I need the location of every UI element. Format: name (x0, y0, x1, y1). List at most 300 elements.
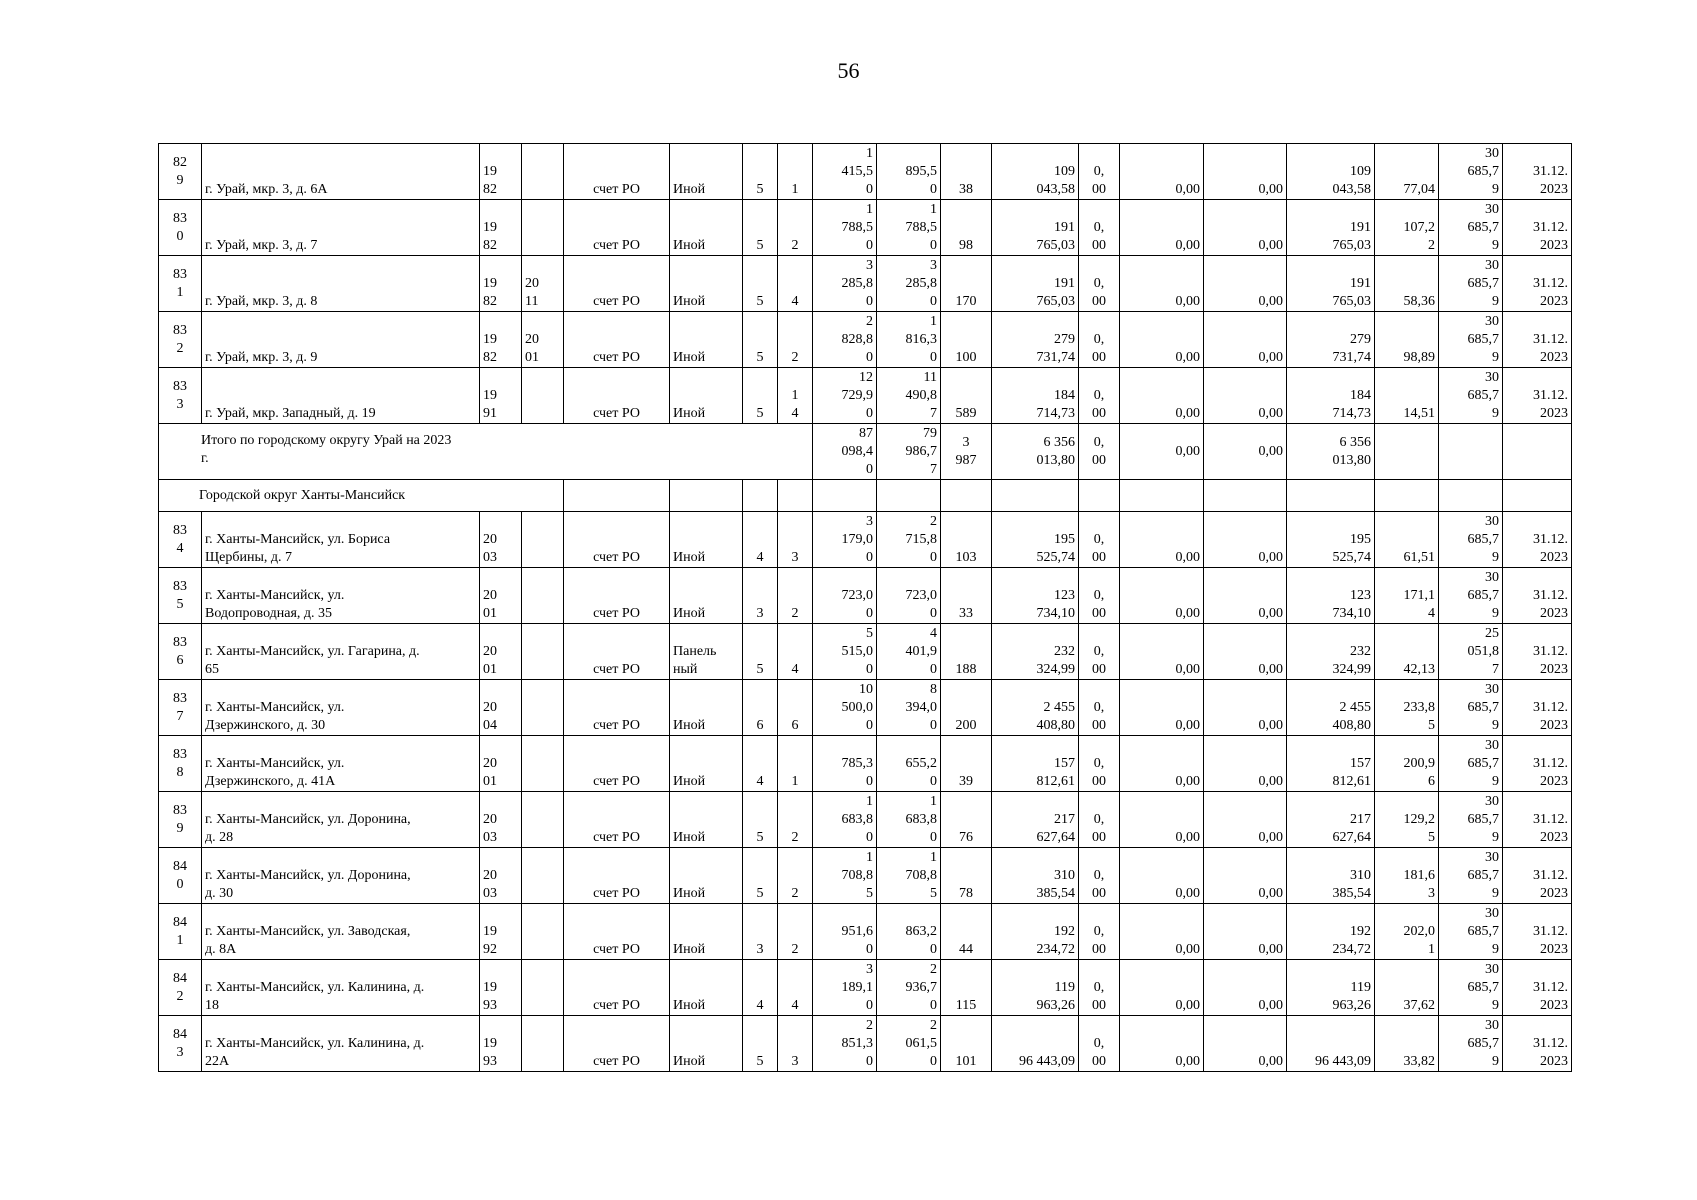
residents: 78 (941, 848, 992, 904)
area-total: 951,6 0 (813, 904, 877, 960)
cost-fund: 0, 00 (1079, 848, 1120, 904)
renovation-year (522, 960, 564, 1016)
cost-region: 0,00 (1120, 736, 1204, 792)
cost-limit: 30 685,7 9 (1439, 568, 1503, 624)
area-living: 4 401,9 0 (877, 624, 941, 680)
total-cost-owners: 6 356 013,80 (1287, 424, 1375, 480)
total-area-living: 79 986,7 7 (877, 424, 941, 480)
address: г. Ханты-Мансийск, ул. Заводская, д. 8А (202, 904, 480, 960)
cost-total: 217 627,64 (992, 792, 1079, 848)
entrances: 3 (778, 512, 813, 568)
completion-date: 31.12. 2023 (1503, 256, 1572, 312)
completion-date: 31.12. 2023 (1503, 512, 1572, 568)
area-living: 8 394,0 0 (877, 680, 941, 736)
row-number: 82 9 (159, 144, 202, 200)
cost-municipal: 0,00 (1204, 368, 1287, 424)
fund-method: счет РО (564, 144, 670, 200)
floors: 5 (743, 368, 778, 424)
specific-cost: 200,9 6 (1375, 736, 1439, 792)
wall-material: Иной (670, 200, 743, 256)
wall-material: Иной (670, 568, 743, 624)
area-total: 3 179,0 0 (813, 512, 877, 568)
renovation-year (522, 736, 564, 792)
cost-fund: 0, 00 (1079, 680, 1120, 736)
cost-total: 195 525,74 (992, 512, 1079, 568)
cost-total: 96 443,09 (992, 1016, 1079, 1072)
cost-fund: 0, 00 (1079, 368, 1120, 424)
completion-date: 31.12. 2023 (1503, 1016, 1572, 1072)
section-empty-cell (1503, 480, 1572, 512)
renovation-year (522, 848, 564, 904)
address: г. Ханты-Мансийск, ул. Доронина, д. 28 (202, 792, 480, 848)
build-year: 19 82 (480, 144, 522, 200)
address: г. Ханты-Мансийск, ул. Гагарина, д. 65 (202, 624, 480, 680)
area-total: 1 683,8 0 (813, 792, 877, 848)
build-year: 19 82 (480, 312, 522, 368)
address: г. Урай, мкр. 3, д. 8 (202, 256, 480, 312)
table-row (159, 200, 1572, 256)
total-cost-region: 0,00 (1120, 424, 1204, 480)
cost-fund: 0, 00 (1079, 568, 1120, 624)
cost-region: 0,00 (1120, 144, 1204, 200)
cost-owners: 310 385,54 (1287, 848, 1375, 904)
floors: 4 (743, 736, 778, 792)
renovation-year (522, 368, 564, 424)
cost-limit: 30 685,7 9 (1439, 792, 1503, 848)
completion-date: 31.12. 2023 (1503, 568, 1572, 624)
cost-region: 0,00 (1120, 200, 1204, 256)
entrances: 3 (778, 1016, 813, 1072)
cost-owners: 217 627,64 (1287, 792, 1375, 848)
cost-owners: 279 731,74 (1287, 312, 1375, 368)
fund-method: счет РО (564, 512, 670, 568)
cost-limit: 30 685,7 9 (1439, 368, 1503, 424)
cost-region: 0,00 (1120, 568, 1204, 624)
fund-method: счет РО (564, 568, 670, 624)
floors: 6 (743, 680, 778, 736)
section-empty-cell (1079, 480, 1120, 512)
fund-method: счет РО (564, 1016, 670, 1072)
cost-limit: 30 685,7 9 (1439, 904, 1503, 960)
total-empty-cell (1503, 424, 1572, 480)
build-year: 19 93 (480, 1016, 522, 1072)
cost-total: 191 765,03 (992, 256, 1079, 312)
renovation-year: 20 11 (522, 256, 564, 312)
renovation-year (522, 624, 564, 680)
renovation-year (522, 568, 564, 624)
area-total: 3 189,1 0 (813, 960, 877, 1016)
specific-cost: 61,51 (1375, 512, 1439, 568)
cost-limit: 30 685,7 9 (1439, 960, 1503, 1016)
fund-method: счет РО (564, 624, 670, 680)
completion-date: 31.12. 2023 (1503, 200, 1572, 256)
row-number: 83 0 (159, 200, 202, 256)
completion-date: 31.12. 2023 (1503, 368, 1572, 424)
row-number: 83 8 (159, 736, 202, 792)
floors: 3 (743, 568, 778, 624)
cost-limit: 30 685,7 9 (1439, 848, 1503, 904)
row-number: 84 1 (159, 904, 202, 960)
specific-cost: 233,8 5 (1375, 680, 1439, 736)
renovation-year (522, 904, 564, 960)
cost-owners: 232 324,99 (1287, 624, 1375, 680)
residents: 188 (941, 624, 992, 680)
fund-method: счет РО (564, 960, 670, 1016)
area-total: 5 515,0 0 (813, 624, 877, 680)
renovation-year: 20 01 (522, 312, 564, 368)
wall-material: Иной (670, 960, 743, 1016)
entrances: 1 (778, 144, 813, 200)
fund-method: счет РО (564, 680, 670, 736)
build-year: 19 93 (480, 960, 522, 1016)
cost-limit: 25 051,8 7 (1439, 624, 1503, 680)
address: г. Урай, мкр. 3, д. 7 (202, 200, 480, 256)
completion-date: 31.12. 2023 (1503, 624, 1572, 680)
row-number: 83 5 (159, 568, 202, 624)
cost-region: 0,00 (1120, 904, 1204, 960)
wall-material: Иной (670, 792, 743, 848)
address: г. Ханты-Мансийск, ул. Дзержинского, д. 41А (202, 736, 480, 792)
cost-total: 232 324,99 (992, 624, 1079, 680)
cost-owners: 109 043,58 (1287, 144, 1375, 200)
address: г. Ханты-Мансийск, ул. Дзержинского, д. 30 (202, 680, 480, 736)
completion-date: 31.12. 2023 (1503, 792, 1572, 848)
cost-municipal: 0,00 (1204, 624, 1287, 680)
area-total: 1 415,5 0 (813, 144, 877, 200)
renovation-year (522, 512, 564, 568)
cost-owners: 195 525,74 (1287, 512, 1375, 568)
cost-owners: 123 734,10 (1287, 568, 1375, 624)
cost-fund: 0, 00 (1079, 200, 1120, 256)
cost-total: 157 812,61 (992, 736, 1079, 792)
cost-owners: 191 765,03 (1287, 256, 1375, 312)
cost-region: 0,00 (1120, 848, 1204, 904)
completion-date: 31.12. 2023 (1503, 960, 1572, 1016)
cost-owners: 184 714,73 (1287, 368, 1375, 424)
renovation-year (522, 1016, 564, 1072)
cost-total: 123 734,10 (992, 568, 1079, 624)
cost-municipal: 0,00 (1204, 1016, 1287, 1072)
row-number: 83 1 (159, 256, 202, 312)
entrances: 2 (778, 904, 813, 960)
build-year: 20 01 (480, 736, 522, 792)
area-living: 2 936,7 0 (877, 960, 941, 1016)
wall-material: Иной (670, 368, 743, 424)
row-number: 83 2 (159, 312, 202, 368)
section-empty-cell (743, 480, 778, 512)
cost-owners: 157 812,61 (1287, 736, 1375, 792)
area-living: 1 788,5 0 (877, 200, 941, 256)
residents: 200 (941, 680, 992, 736)
wall-material: Иной (670, 904, 743, 960)
row-number: 84 2 (159, 960, 202, 1016)
renovation-year (522, 792, 564, 848)
section-row-khanty-mansiysk (159, 480, 1572, 512)
build-year: 19 92 (480, 904, 522, 960)
specific-cost: 37,62 (1375, 960, 1439, 1016)
specific-cost: 181,6 3 (1375, 848, 1439, 904)
area-total: 12 729,9 0 (813, 368, 877, 424)
cost-fund: 0, 00 (1079, 736, 1120, 792)
floors: 4 (743, 960, 778, 1016)
fund-method: счет РО (564, 736, 670, 792)
table-row (159, 512, 1572, 568)
entrances: 6 (778, 680, 813, 736)
table-row (159, 1016, 1572, 1072)
area-living: 2 061,5 0 (877, 1016, 941, 1072)
renovation-year (522, 144, 564, 200)
cost-municipal: 0,00 (1204, 960, 1287, 1016)
area-total: 2 851,3 0 (813, 1016, 877, 1072)
floors: 5 (743, 256, 778, 312)
cost-fund: 0, 00 (1079, 792, 1120, 848)
cost-municipal: 0,00 (1204, 680, 1287, 736)
entrances: 2 (778, 848, 813, 904)
entrances: 2 (778, 200, 813, 256)
area-living: 2 715,8 0 (877, 512, 941, 568)
cost-region: 0,00 (1120, 512, 1204, 568)
cost-owners: 191 765,03 (1287, 200, 1375, 256)
cost-owners: 2 455 408,80 (1287, 680, 1375, 736)
address: г. Урай, мкр. 3, д. 6А (202, 144, 480, 200)
area-living: 1 708,8 5 (877, 848, 941, 904)
entrances: 1 4 (778, 368, 813, 424)
cost-fund: 0, 00 (1079, 312, 1120, 368)
section-empty-cell (1375, 480, 1439, 512)
wall-material: Иной (670, 736, 743, 792)
section-empty-cell (1439, 480, 1503, 512)
cost-region: 0,00 (1120, 792, 1204, 848)
section-title: Городской округ Ханты-Мансийск (159, 480, 564, 512)
section-empty-cell (877, 480, 941, 512)
table-row (159, 144, 1572, 200)
area-living: 723,0 0 (877, 568, 941, 624)
housing-register-table (158, 143, 1572, 1072)
specific-cost: 33,82 (1375, 1016, 1439, 1072)
residents: 98 (941, 200, 992, 256)
table-row (159, 256, 1572, 312)
cost-municipal: 0,00 (1204, 256, 1287, 312)
cost-region: 0,00 (1120, 680, 1204, 736)
area-living: 1 683,8 0 (877, 792, 941, 848)
table-row (159, 904, 1572, 960)
fund-method: счет РО (564, 200, 670, 256)
residents: 100 (941, 312, 992, 368)
cost-limit: 30 685,7 9 (1439, 200, 1503, 256)
cost-limit: 30 685,7 9 (1439, 680, 1503, 736)
residents: 589 (941, 368, 992, 424)
completion-date: 31.12. 2023 (1503, 904, 1572, 960)
entrances: 1 (778, 736, 813, 792)
cost-municipal: 0,00 (1204, 144, 1287, 200)
completion-date: 31.12. 2023 (1503, 848, 1572, 904)
wall-material: Иной (670, 1016, 743, 1072)
cost-region: 0,00 (1120, 960, 1204, 1016)
row-number: 83 6 (159, 624, 202, 680)
cost-total: 109 043,58 (992, 144, 1079, 200)
cost-fund: 0, 00 (1079, 960, 1120, 1016)
page-number: 56 (837, 58, 860, 83)
fund-method: счет РО (564, 256, 670, 312)
row-number: 84 3 (159, 1016, 202, 1072)
cost-municipal: 0,00 (1204, 904, 1287, 960)
cost-region: 0,00 (1120, 368, 1204, 424)
cost-region: 0,00 (1120, 1016, 1204, 1072)
address: г. Ханты-Мансийск, ул. Калинина, д. 18 (202, 960, 480, 1016)
fund-method: счет РО (564, 368, 670, 424)
floors: 5 (743, 792, 778, 848)
cost-fund: 0, 00 (1079, 256, 1120, 312)
residents: 76 (941, 792, 992, 848)
build-year: 20 03 (480, 512, 522, 568)
area-total: 723,0 0 (813, 568, 877, 624)
cost-fund: 0, 00 (1079, 512, 1120, 568)
address: г. Ханты-Мансийск, ул. Водопроводная, д. 35 (202, 568, 480, 624)
cost-total: 184 714,73 (992, 368, 1079, 424)
cost-owners: 119 963,26 (1287, 960, 1375, 1016)
wall-material: Иной (670, 256, 743, 312)
completion-date: 31.12. 2023 (1503, 312, 1572, 368)
floors: 3 (743, 904, 778, 960)
build-year: 19 91 (480, 368, 522, 424)
area-total: 785,3 0 (813, 736, 877, 792)
renovation-year (522, 680, 564, 736)
khanty-mansiysk-rows (159, 512, 1572, 1072)
build-year: 20 03 (480, 792, 522, 848)
row-number: 83 7 (159, 680, 202, 736)
specific-cost: 129,2 5 (1375, 792, 1439, 848)
completion-date: 31.12. 2023 (1503, 736, 1572, 792)
entrances: 2 (778, 312, 813, 368)
cost-region: 0,00 (1120, 312, 1204, 368)
area-total: 3 285,8 0 (813, 256, 877, 312)
specific-cost: 14,51 (1375, 368, 1439, 424)
entrances: 2 (778, 792, 813, 848)
section-empty-cell (941, 480, 992, 512)
cost-municipal: 0,00 (1204, 568, 1287, 624)
total-empty-cell (1439, 424, 1503, 480)
cost-owners: 96 443,09 (1287, 1016, 1375, 1072)
cost-total: 2 455 408,80 (992, 680, 1079, 736)
build-year: 20 04 (480, 680, 522, 736)
total-cost: 6 356 013,80 (992, 424, 1079, 480)
floors: 5 (743, 312, 778, 368)
cost-fund: 0, 00 (1079, 904, 1120, 960)
address: г. Урай, мкр. Западный, д. 19 (202, 368, 480, 424)
cost-total: 119 963,26 (992, 960, 1079, 1016)
area-living: 655,2 0 (877, 736, 941, 792)
address: г. Ханты-Мансийск, ул. Доронина, д. 30 (202, 848, 480, 904)
build-year: 20 03 (480, 848, 522, 904)
build-year: 19 82 (480, 200, 522, 256)
row-number: 84 0 (159, 848, 202, 904)
cost-owners: 192 234,72 (1287, 904, 1375, 960)
specific-cost: 202,0 1 (1375, 904, 1439, 960)
specific-cost: 42,13 (1375, 624, 1439, 680)
residents: 170 (941, 256, 992, 312)
cost-limit: 30 685,7 9 (1439, 144, 1503, 200)
completion-date: 31.12. 2023 (1503, 144, 1572, 200)
cost-total: 192 234,72 (992, 904, 1079, 960)
renovation-year (522, 200, 564, 256)
cost-total: 310 385,54 (992, 848, 1079, 904)
section-empty-cell (778, 480, 813, 512)
entrances: 2 (778, 568, 813, 624)
build-year: 19 82 (480, 256, 522, 312)
specific-cost: 58,36 (1375, 256, 1439, 312)
area-living: 895,5 0 (877, 144, 941, 200)
total-label: Итого по городскому округу Урай на 2023 г. (159, 424, 813, 480)
section-empty-cell (670, 480, 743, 512)
fund-method: счет РО (564, 848, 670, 904)
cost-region: 0,00 (1120, 624, 1204, 680)
cost-limit: 30 685,7 9 (1439, 256, 1503, 312)
fund-method: счет РО (564, 312, 670, 368)
wall-material: Иной (670, 680, 743, 736)
cost-municipal: 0,00 (1204, 200, 1287, 256)
table-row (159, 960, 1572, 1016)
floors: 5 (743, 1016, 778, 1072)
section-empty-cell (564, 480, 670, 512)
area-living: 3 285,8 0 (877, 256, 941, 312)
specific-cost: 77,04 (1375, 144, 1439, 200)
cost-municipal: 0,00 (1204, 312, 1287, 368)
wall-material: Иной (670, 312, 743, 368)
completion-date: 31.12. 2023 (1503, 680, 1572, 736)
wall-material: Иной (670, 512, 743, 568)
fund-method: счет РО (564, 904, 670, 960)
table-row (159, 368, 1572, 424)
floors: 5 (743, 200, 778, 256)
residents: 101 (941, 1016, 992, 1072)
total-area-total: 87 098,4 0 (813, 424, 877, 480)
cost-municipal: 0,00 (1204, 848, 1287, 904)
wall-material: Панель ный (670, 624, 743, 680)
row-number: 83 9 (159, 792, 202, 848)
area-living: 863,2 0 (877, 904, 941, 960)
cost-total: 279 731,74 (992, 312, 1079, 368)
section-empty-cell (1287, 480, 1375, 512)
section-empty-cell (1204, 480, 1287, 512)
entrances: 4 (778, 256, 813, 312)
area-total: 2 828,8 0 (813, 312, 877, 368)
floors: 5 (743, 144, 778, 200)
cost-limit: 30 685,7 9 (1439, 736, 1503, 792)
cost-municipal: 0,00 (1204, 792, 1287, 848)
entrances: 4 (778, 624, 813, 680)
cost-fund: 0, 00 (1079, 1016, 1120, 1072)
ural-rows (159, 144, 1572, 424)
table-row (159, 312, 1572, 368)
cost-limit: 30 685,7 9 (1439, 312, 1503, 368)
address: г. Урай, мкр. 3, д. 9 (202, 312, 480, 368)
cost-total: 191 765,03 (992, 200, 1079, 256)
build-year: 20 01 (480, 568, 522, 624)
table-row (159, 680, 1572, 736)
cost-fund: 0, 00 (1079, 624, 1120, 680)
area-total: 1 708,8 5 (813, 848, 877, 904)
address: г. Ханты-Мансийск, ул. Калинина, д. 22А (202, 1016, 480, 1072)
cost-fund: 0, 00 (1079, 144, 1120, 200)
total-empty-cell (1375, 424, 1439, 480)
area-total: 1 788,5 0 (813, 200, 877, 256)
fund-method: счет РО (564, 792, 670, 848)
residents: 44 (941, 904, 992, 960)
floors: 5 (743, 624, 778, 680)
wall-material: Иной (670, 848, 743, 904)
address: г. Ханты-Мансийск, ул. Бориса Щербины, д. 7 (202, 512, 480, 568)
total-row-ural (159, 424, 1572, 480)
